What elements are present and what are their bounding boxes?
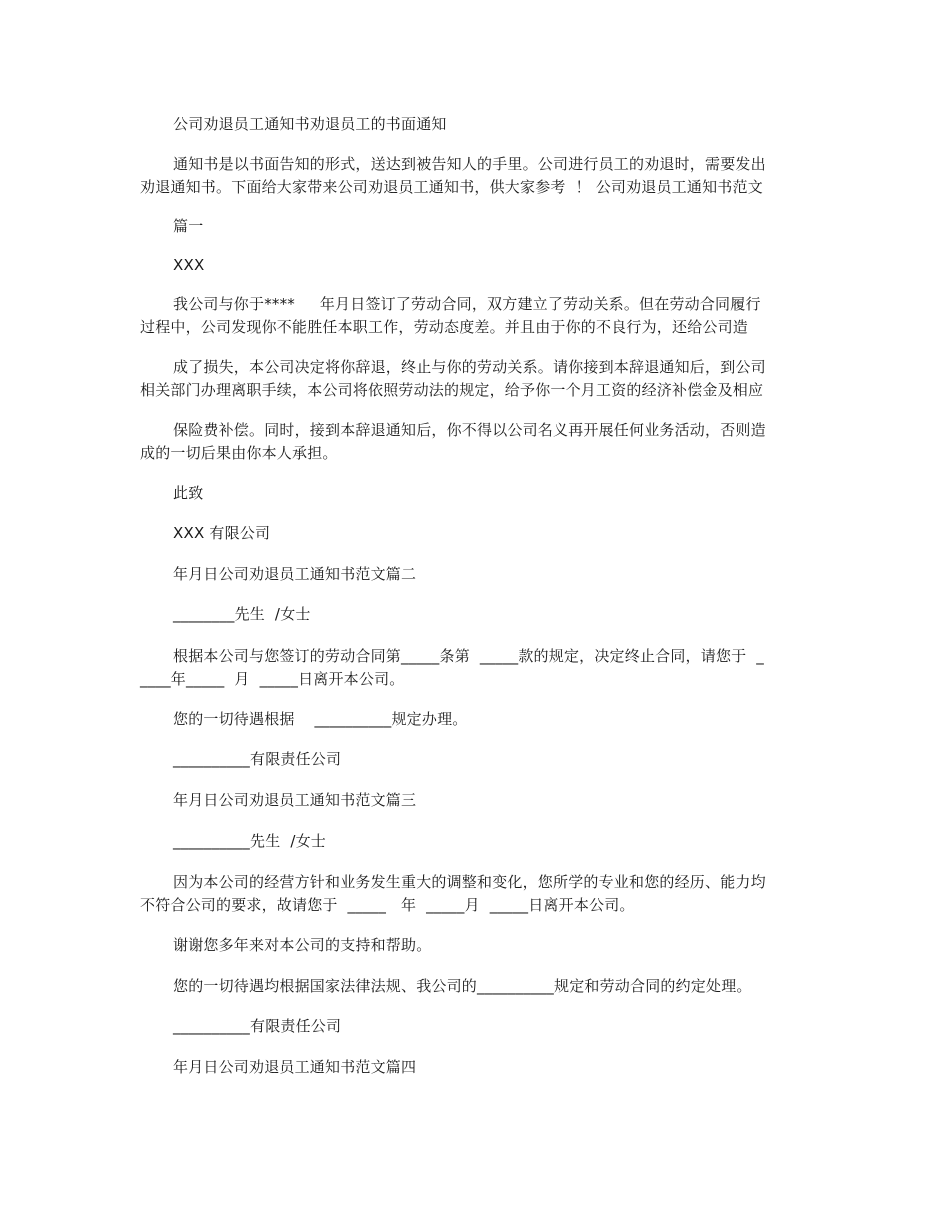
sample1-signature: XXX 有限公司 (173, 524, 271, 542)
sample1-body1-line-1: 我公司与你于**** 年月日签订了劳动合同，双方建立了劳动关系。但在劳动合同履行 (173, 295, 761, 313)
sample3-body1-line-2: 不符合公司的要求，故请您于 _____ 年 _____月 _____日离开本公司。 (140, 896, 635, 914)
sample2-body1-line-2: ____年_____ 月 _____日离开本公司。 (140, 670, 405, 688)
sample4-heading: 年月日公司劝退员工通知书范文篇四 (173, 1058, 417, 1076)
sample3-signature: __________有限责任公司 (173, 1017, 342, 1035)
sample1-body3-line-1: 保险费补偿。同时，接到本辞退通知后，你不得以公司名义再开展任何业务活动，否则造 (173, 421, 766, 439)
sample3-body2: 您的一切待遇均根据国家法律法规、我公司的__________规定和劳动合同的约定处理。 (173, 977, 752, 995)
sample1-body1-line-2: 过程中，公司发现你不能胜任本职工作，劳动态度差。并且由于你的不良行为，还给公司造 (140, 318, 749, 336)
sample1-body2-line-2: 相关部门办理离职手续，本公司将依照劳动法的规定，给予你一个月工资的经济补偿金及相应 (140, 381, 764, 399)
sample2-heading: 年月日公司劝退员工通知书范文篇二 (173, 565, 417, 583)
sample2-addressee: ________先生 /女士 (173, 605, 311, 623)
intro-line-1: 通知书是以书面告知的形式，送达到被告知人的手里。公司进行员工的劝退时，需要发出 (173, 155, 766, 173)
sample2-body1-line-1: 根据本公司与您签订的劳动合同第_____条第 _____款的规定，决定终止合同，请您于 _ (173, 647, 764, 665)
sample1-closing: 此致 (173, 484, 204, 502)
sample3-body1-line-1: 因为本公司的经营方针和业务发生重大的调整和变化，您所学的专业和您的经历、能力均 (173, 873, 766, 891)
sample1-heading: 篇一 (173, 217, 204, 235)
sample2-body2: 您的一切待遇根据 __________规定办理。 (173, 710, 468, 728)
intro-line-2: 劝退通知书。下面给大家带来公司劝退员工通知书，供大家参考 ！ 公司劝退员工通知书范文 (140, 178, 763, 196)
sample1-addressee: XXX (173, 256, 205, 274)
sample1-body2-line-1: 成了损失，本公司决定将你辞退，终止与你的劳动关系。请你接到本辞退通知后，到公司 (173, 358, 766, 376)
document-title: 公司劝退员工通知书劝退员工的书面通知 (173, 115, 447, 133)
sample3-thanks: 谢谢您多年来对本公司的支持和帮助。 (173, 936, 432, 954)
sample1-body3-line-2: 成的一切后果由你本人承担。 (140, 444, 338, 462)
sample3-addressee: __________先生 /女士 (173, 832, 326, 850)
sample2-signature: __________有限责任公司 (173, 750, 342, 768)
sample3-heading: 年月日公司劝退员工通知书范文篇三 (173, 791, 417, 809)
